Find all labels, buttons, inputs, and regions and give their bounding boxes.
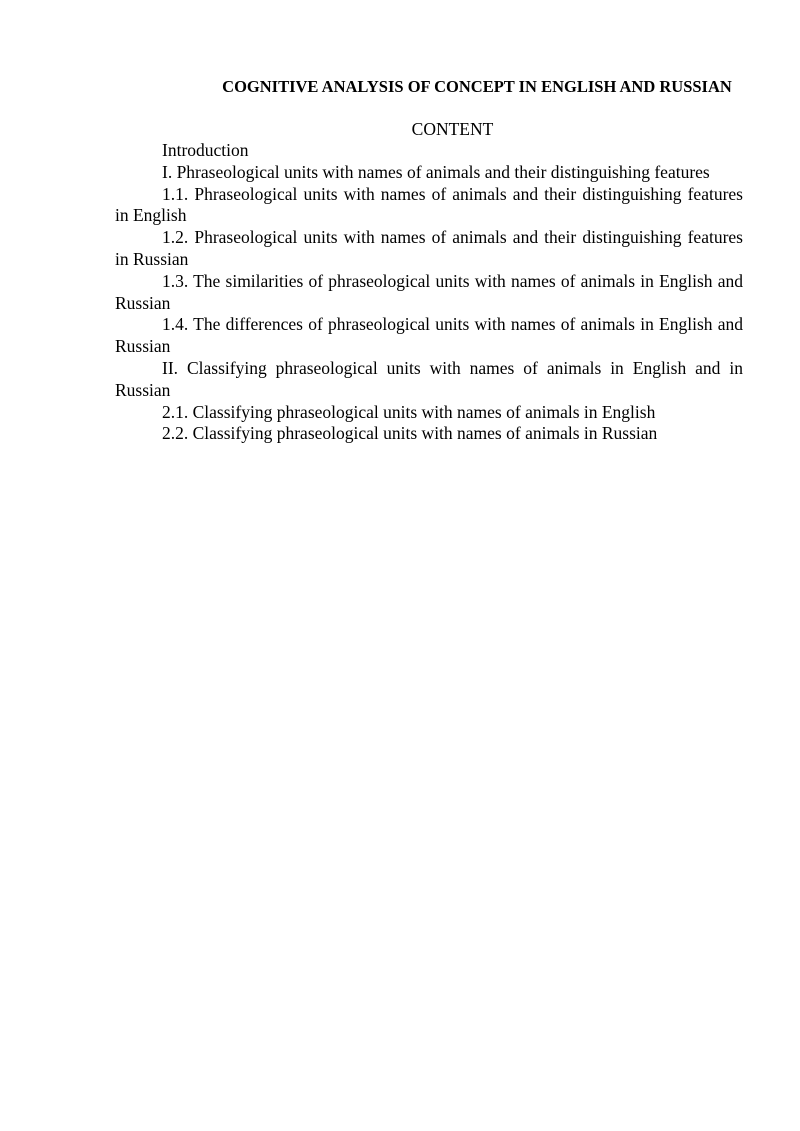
toc-entry-2-1: 2.1. Classifying phraseological units with names of animals in English <box>162 401 656 422</box>
toc-entry-1-2: 1.2. Phraseological units with names of animals and their distinguishing features in Russian <box>115 227 743 269</box>
toc-entry-1-1: 1.1. Phraseological units with names of animals and their distinguishing features in English <box>115 183 743 226</box>
toc-entry-1-3: 1.3. The similarities of phraseological units with names of animals in English and Russian <box>115 270 743 313</box>
table-of-contents <box>115 140 743 445</box>
document-title: COGNITIVE ANALYSIS OF CONCEPT IN ENGLISH AND RUSSIAN <box>222 77 732 96</box>
toc-entry-2-2: 2.2. Classifying phraseological units with names of animals in Russian <box>162 423 658 444</box>
document-page <box>115 76 743 445</box>
content-heading: CONTENT <box>411 119 494 139</box>
toc-entry-chapter-1: I. Phraseological units with names of animals and their distinguishing features <box>162 161 710 182</box>
toc-entry-introduction: Introduction <box>162 140 249 160</box>
toc-entry-1-4: 1.4. The differences of phraseological units with names of animals in English and Russian <box>115 314 743 357</box>
toc-entry-chapter-2: II. Classifying phraseological units with names of animals in English and in Russian <box>115 357 743 400</box>
